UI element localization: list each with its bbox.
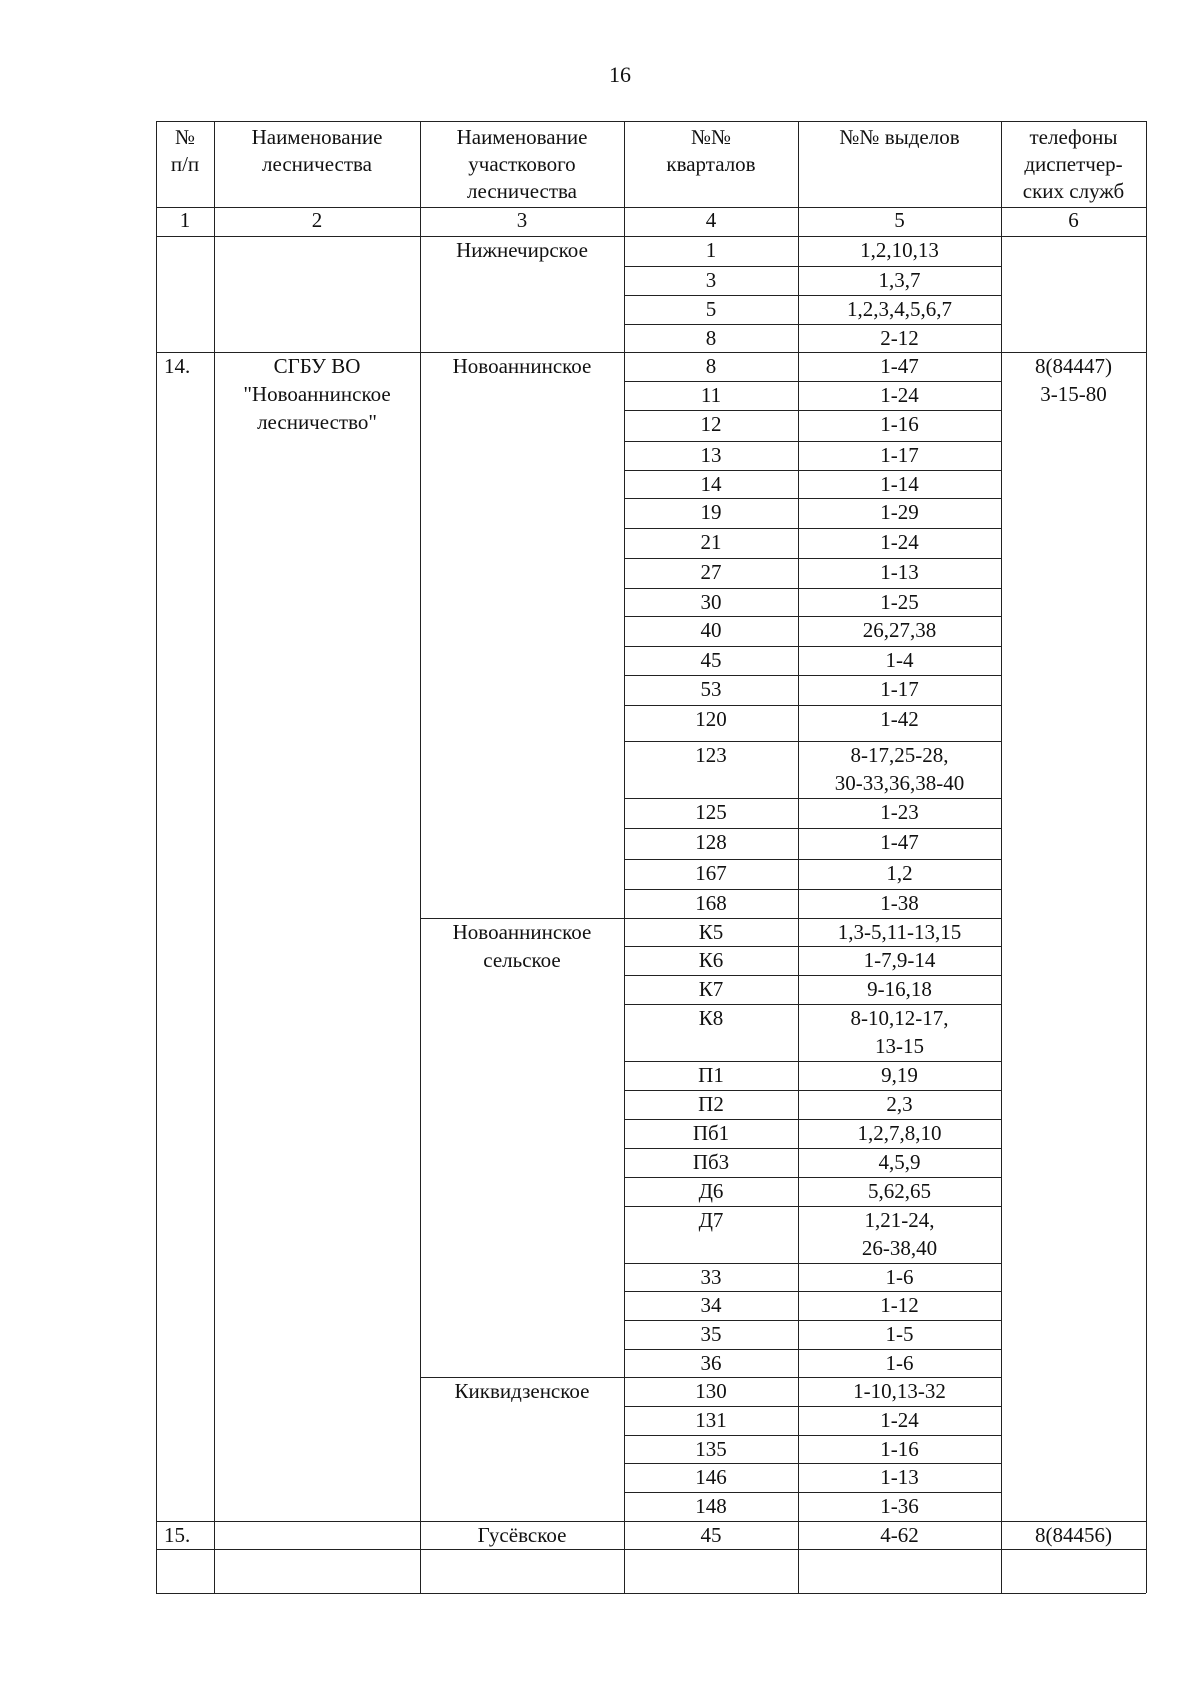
plot-numbers: 26,27,38 (862, 618, 937, 642)
column-number: 3 (516, 208, 528, 232)
plot-numbers: 1-47 (880, 354, 919, 378)
header-col6: ских служб (1022, 179, 1125, 203)
plot-numbers: 1,21-24, (864, 1208, 935, 1232)
plot-numbers: 1-16 (880, 412, 919, 436)
plot-numbers: 1-6 (885, 1265, 914, 1289)
plot-numbers: 1-16 (880, 1437, 919, 1461)
quarter-number: 131 (695, 1408, 727, 1432)
quarter-number: 8 (705, 326, 717, 350)
plot-numbers: 5,62,65 (868, 1179, 931, 1203)
quarter-number: 5 (705, 297, 717, 321)
subforestry-name: Киквидзенское (454, 1379, 590, 1403)
quarter-number: 40 (700, 618, 722, 642)
subforestry-name: Новоаннинское (452, 920, 592, 944)
quarter-number: 120 (695, 707, 727, 731)
column-number: 1 (179, 208, 191, 232)
header-col6: диспетчер- (1024, 152, 1123, 176)
plot-numbers: 13-15 (875, 1034, 924, 1058)
quarter-number: 30 (700, 590, 722, 614)
plot-numbers: 1-29 (880, 500, 919, 524)
forestry-name: "Новоаннинское (243, 382, 391, 406)
quarter-number: 13 (700, 443, 722, 467)
plot-numbers: 2-12 (880, 326, 919, 350)
plot-numbers: 1-13 (880, 1465, 919, 1489)
quarter-number: 35 (700, 1322, 722, 1346)
header-col1: № (174, 125, 196, 149)
quarter-number: 21 (700, 530, 722, 554)
quarter-number: К6 (698, 948, 724, 972)
quarter-number: 168 (695, 891, 727, 915)
plot-numbers: 1,2 (886, 861, 913, 885)
column-number: 2 (311, 208, 323, 232)
header-col3: лесничества (467, 179, 577, 203)
quarter-number: 167 (695, 861, 727, 885)
header-col3: Наименование (456, 125, 588, 149)
header-col3: участкового (468, 152, 576, 176)
plot-numbers: 1-47 (880, 830, 919, 854)
quarter-number: 19 (700, 500, 722, 524)
quarter-number: 36 (700, 1351, 722, 1375)
page-number: 16 (609, 62, 631, 87)
quarter-number: Пб1 (692, 1121, 730, 1145)
plot-numbers: 1-5 (885, 1322, 914, 1346)
quarter-number: 11 (700, 383, 722, 407)
plot-numbers: 1,3,7 (878, 268, 921, 292)
quarter-number: 128 (695, 830, 727, 854)
quarter-number: 146 (695, 1465, 727, 1489)
quarter-number: 14 (700, 472, 722, 496)
plot-numbers: 1-38 (880, 891, 919, 915)
row-number: 14. (164, 354, 191, 378)
plot-numbers: 1-4 (885, 648, 914, 672)
forestry-name: лесничество" (257, 410, 377, 434)
header-col4: №№ (690, 125, 732, 149)
dispatch-phone: 3-15-80 (1040, 382, 1107, 406)
header-col6: телефоны (1029, 125, 1118, 149)
quarter-number: 125 (695, 800, 727, 824)
quarter-number: 130 (695, 1379, 727, 1403)
quarter-number: 12 (700, 412, 722, 436)
plot-numbers: 4,5,9 (878, 1150, 921, 1174)
column-number: 4 (705, 208, 717, 232)
subforestry-name: Гусёвское (477, 1523, 567, 1547)
dispatch-phone: 8(84456) (1035, 1523, 1112, 1547)
quarter-number: 135 (695, 1437, 727, 1461)
column-number: 5 (894, 208, 905, 232)
plot-numbers: 1-6 (885, 1351, 914, 1375)
quarter-number: 45 (700, 648, 722, 672)
plot-numbers: 1-12 (880, 1293, 919, 1317)
quarter-number: 33 (700, 1265, 722, 1289)
row-number: 15. (164, 1523, 191, 1547)
plot-numbers: 1,2,10,13 (860, 238, 939, 262)
quarter-number: Д7 (698, 1208, 724, 1232)
quarter-number: 34 (700, 1293, 722, 1317)
quarter-number: К5 (698, 920, 724, 944)
plot-numbers: 1-17 (880, 443, 919, 467)
plot-numbers: 1-24 (880, 1408, 919, 1432)
quarter-number: 3 (705, 268, 717, 292)
subforestry-name: Новоаннинское (452, 354, 592, 378)
quarter-number: 1 (705, 238, 717, 262)
quarter-number: 45 (700, 1523, 722, 1547)
plot-numbers: 26-38,40 (861, 1236, 938, 1260)
plot-numbers: 1-13 (880, 560, 919, 584)
header-col1: п/п (170, 152, 200, 176)
plot-numbers: 1,3-5,11-13,15 (837, 920, 962, 944)
forestry-table (156, 121, 1146, 1593)
plot-numbers: 1-24 (880, 383, 919, 407)
plot-numbers: 1-36 (880, 1494, 919, 1518)
plot-numbers: 1-7,9-14 (863, 948, 936, 972)
dispatch-phone: 8(84447) (1035, 354, 1112, 378)
subforestry-name: сельское (483, 948, 561, 972)
quarter-number: 53 (700, 677, 722, 701)
plot-numbers: 1-14 (880, 472, 919, 496)
plot-numbers: 2,3 (886, 1092, 913, 1116)
plot-numbers: 30-33,36,38-40 (834, 771, 965, 795)
quarter-number: 123 (695, 743, 727, 767)
quarter-number: П1 (698, 1063, 724, 1087)
header-col2: лесничества (262, 152, 372, 176)
quarter-number: П2 (698, 1092, 724, 1116)
plot-numbers: 9-16,18 (867, 977, 932, 1001)
plot-numbers: 1-17 (880, 677, 919, 701)
header-col5: №№ выделов (839, 125, 960, 149)
quarter-number: 148 (695, 1494, 727, 1518)
quarter-number: Д6 (698, 1179, 724, 1203)
quarter-number: К7 (698, 977, 724, 1001)
plot-numbers: 1,2,7,8,10 (857, 1121, 942, 1145)
header-col2: Наименование (251, 125, 383, 149)
plot-numbers: 8-10,12-17, (850, 1006, 949, 1030)
plot-numbers: 1-42 (880, 707, 919, 731)
header-col4: кварталов (666, 152, 756, 176)
plot-numbers: 1-24 (880, 530, 919, 554)
quarter-number: Пб3 (692, 1150, 730, 1174)
quarter-number: К8 (698, 1006, 724, 1030)
plot-numbers: 1,2,3,4,5,6,7 (847, 297, 952, 321)
plot-numbers: 1-25 (880, 590, 919, 614)
subforestry-name: Нижнечирское (456, 238, 588, 262)
plot-numbers: 1-10,13-32 (853, 1379, 946, 1403)
quarter-number: 27 (700, 560, 722, 584)
plot-numbers: 8-17,25-28, (850, 743, 949, 767)
plot-numbers: 1-23 (880, 800, 919, 824)
plot-numbers: 9,19 (881, 1063, 918, 1087)
quarter-number: 8 (705, 354, 717, 378)
plot-numbers: 4-62 (880, 1523, 919, 1547)
forestry-name: СГБУ ВО (273, 354, 361, 378)
column-number: 6 (1068, 208, 1079, 232)
